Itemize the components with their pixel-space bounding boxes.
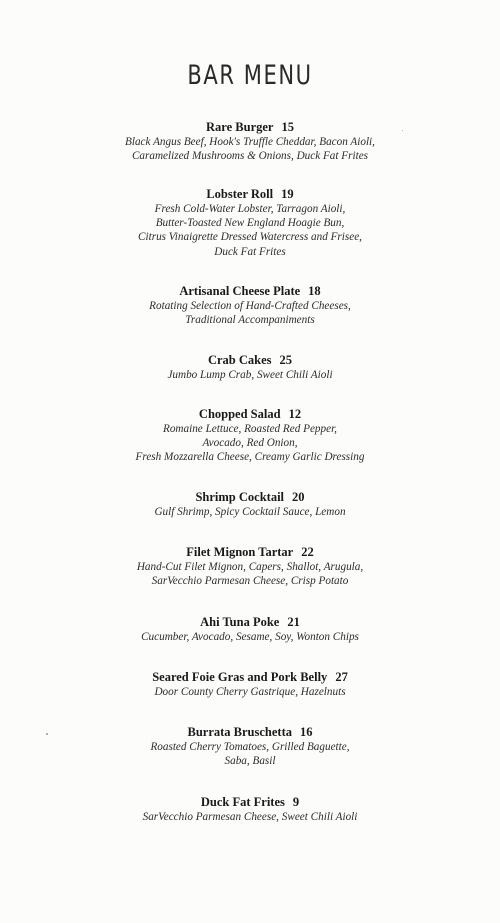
item-name: Duck Fat Frites xyxy=(200,795,285,809)
item-description-line: Avocado, Red Onion, xyxy=(202,437,298,450)
item-name: Chopped Salad xyxy=(198,407,281,421)
item-name: Artisanal Cheese Plate xyxy=(179,284,301,298)
item-price: 12 xyxy=(288,407,302,421)
item-name: Filet Mignon Tartar xyxy=(186,545,294,559)
item-price: 18 xyxy=(308,284,321,298)
menu-item-rare-burger xyxy=(0,120,500,163)
item-header xyxy=(0,284,500,299)
item-description-line: Cucumber, Avocado, Sesame, Soy, Wonton Chips xyxy=(141,631,359,643)
item-price: 9 xyxy=(292,795,300,809)
item-header xyxy=(0,490,500,505)
item-description-line: Roasted Cherry Tomatoes, Grilled Baguette, xyxy=(150,741,350,753)
item-header xyxy=(0,725,500,740)
item-price: 25 xyxy=(279,353,293,367)
item-header xyxy=(0,120,500,135)
item-name: Burrata Bruschetta xyxy=(187,725,292,739)
item-description-line: Fresh Mozzarella Cheese, Creamy Garlic Dressing xyxy=(135,451,365,464)
menu-item-ahi-tuna-poke xyxy=(0,615,500,644)
item-header xyxy=(0,615,500,630)
menu-item-seared-foie-gras xyxy=(0,670,500,699)
menu-item-filet-mignon-tartar xyxy=(0,545,500,588)
item-description-line: SarVecchio Parmesan Cheese, Crisp Potato xyxy=(151,575,349,588)
item-price: 22 xyxy=(301,545,314,559)
item-header xyxy=(0,187,500,202)
menu-item-burrata-bruschetta xyxy=(0,725,500,768)
item-description-line: Black Angus Beef, Hook's Truffle Cheddar, Bacon Aioli, xyxy=(125,136,375,148)
item-description-line: SarVecchio Parmesan Cheese, Sweet Chili Aioli xyxy=(142,811,358,823)
item-header xyxy=(0,670,500,685)
menu-item-shrimp-cocktail xyxy=(0,490,500,519)
item-description-line: Gulf Shrimp, Spicy Cocktail Sauce, Lemon xyxy=(154,506,346,518)
item-description-line: Butter-Toasted New England Hoagie Bun, xyxy=(155,217,345,230)
menu-item-duck-fat-frites xyxy=(0,795,500,824)
item-price: 16 xyxy=(300,725,313,739)
item-description-line: Duck Fat Frites xyxy=(214,245,286,258)
item-header xyxy=(0,545,500,560)
item-description-line: Hand-Cut Filet Mignon, Capers, Shallot, Arugula, xyxy=(136,561,364,573)
item-description-line: Romaine Lettuce, Roasted Red Pepper, xyxy=(163,423,337,435)
scan-speck xyxy=(402,130,403,131)
item-description-line: Door County Cherry Gastrique, Hazelnuts xyxy=(154,686,346,698)
menu-item-artisanal-cheese-plate xyxy=(0,284,500,327)
scan-speck xyxy=(46,733,48,735)
item-description-line: Saba, Basil xyxy=(224,755,276,768)
menu-item-lobster-roll xyxy=(0,187,500,259)
item-description-line: Citrus Vinaigrette Dressed Watercress and Frisee, xyxy=(138,231,362,244)
item-price: 21 xyxy=(287,615,300,629)
menu-title: BAR MENU xyxy=(187,60,313,91)
item-price: 19 xyxy=(281,187,294,201)
item-price: 15 xyxy=(281,120,294,134)
item-description-line: Fresh Cold-Water Lobster, Tarragon Aioli, xyxy=(154,203,346,215)
item-name: Lobster Roll xyxy=(206,187,274,201)
item-description-line: Caramelized Mushrooms & Onions, Duck Fat Frites xyxy=(131,150,369,163)
item-header xyxy=(0,407,500,422)
item-name: Crab Cakes xyxy=(207,353,272,367)
menu-item-crab-cakes xyxy=(0,353,500,382)
menu-item-chopped-salad xyxy=(0,407,500,465)
item-name: Rare Burger xyxy=(206,120,274,134)
item-name: Ahi Tuna Poke xyxy=(200,615,280,629)
item-price: 20 xyxy=(292,490,305,504)
item-name: Seared Foie Gras and Pork Belly xyxy=(152,670,328,684)
item-name: Shrimp Cocktail xyxy=(195,490,285,504)
item-price: 27 xyxy=(335,670,348,684)
item-description-line: Jumbo Lump Crab, Sweet Chili Aioli xyxy=(167,369,333,381)
item-header xyxy=(0,353,500,368)
item-description-line: Traditional Accompaniments xyxy=(185,314,315,327)
item-description-line: Rotating Selection of Hand-Crafted Cheeses, xyxy=(149,300,351,312)
item-header xyxy=(0,795,500,810)
